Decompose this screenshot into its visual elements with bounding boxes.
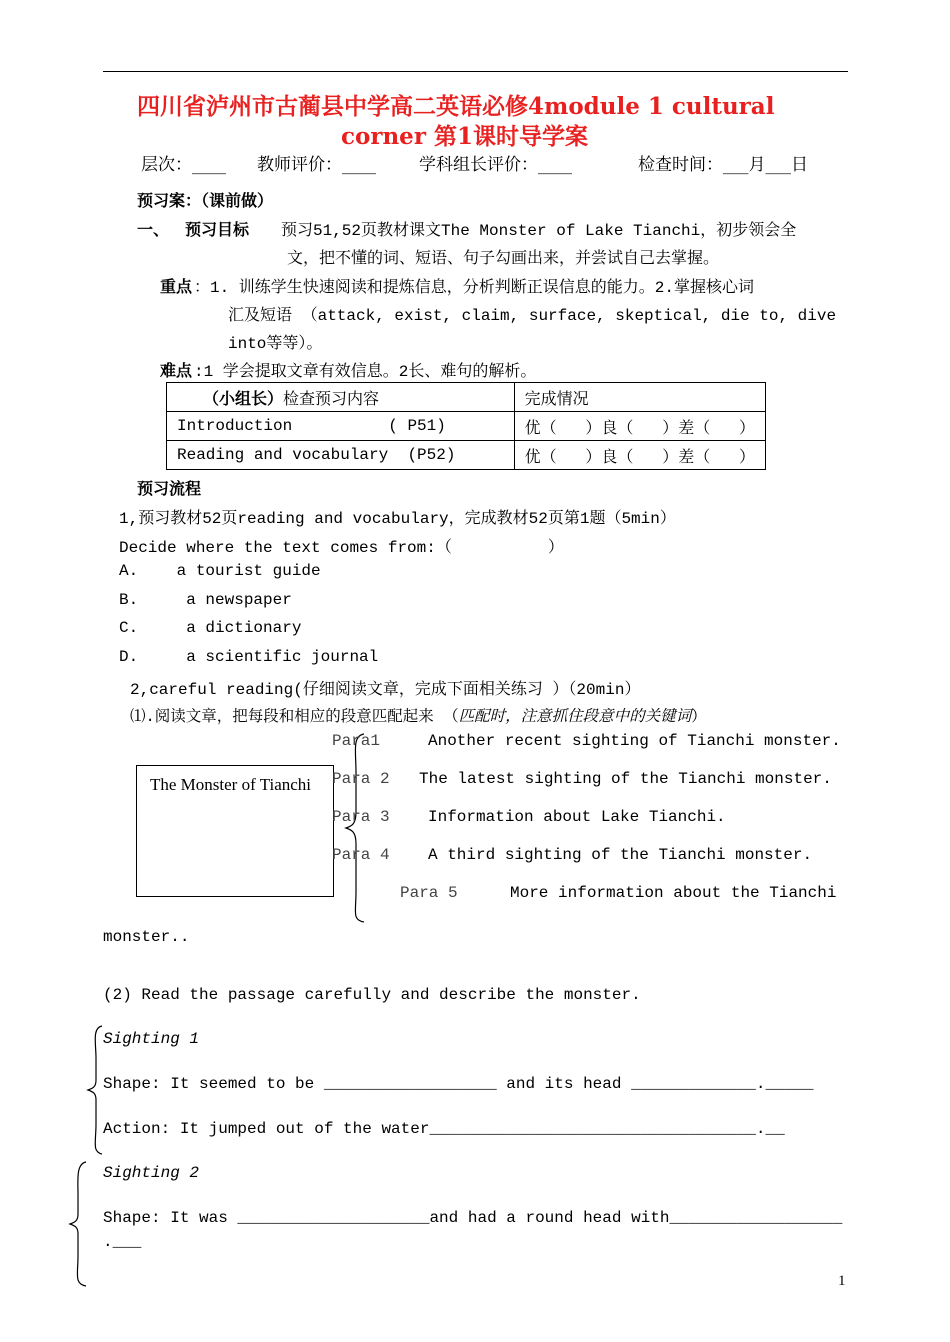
para-idea-2: The latest sighting of the Tianchi monster.: [419, 770, 832, 788]
para-label-2: Para 2: [332, 770, 390, 788]
meta-teacher-eval: 教师评价：____: [257, 155, 376, 175]
table-row: [167, 412, 766, 441]
para-label-3: Para 3: [332, 808, 390, 826]
para-idea-5: More information about the Tianchi: [510, 884, 837, 902]
process-heading: 预习流程: [137, 479, 202, 498]
matching-brace: [340, 732, 370, 924]
goal-text-1: 预习51,52页教材课文The Monster of Lake Tianchi，初步领会全: [281, 222, 797, 240]
para-idea-5-tail: monster..: [103, 928, 190, 946]
meta-level: 层次：____: [141, 155, 226, 175]
table-cell-status: 优（ ）良（ ）差（ ）: [514, 441, 765, 470]
process-step-1: 1,预习教材52页reading and vocabulary，完成教材52页第1题（5min）: [119, 510, 676, 528]
para-label-1: Para1: [332, 732, 381, 750]
key-label: 重点: [160, 277, 193, 296]
option-c: C. a dictionary: [119, 619, 302, 637]
option-b: B. a newspaper: [119, 591, 292, 609]
goal-number: 一、: [137, 220, 170, 239]
preview-check-table: [166, 382, 766, 470]
key-text-3: into等等）。: [228, 335, 323, 353]
goal-text-2: 文，把不懂的词、短语、句子勾画出来，并尝试自己去掌握。: [287, 250, 720, 268]
option-d: D. a scientific journal: [119, 648, 379, 666]
difficulty-label: 难点: [160, 361, 193, 380]
goal-label: 预习目标: [185, 220, 250, 239]
sighting-1-shape: Shape: It seemed to be __________________ and its head _____________._____: [103, 1075, 814, 1093]
table-cell-status: 优（ ）良（ ）差（ ）: [514, 412, 765, 441]
matching-instruction: ⑴.阅读文章，把每段和相应的段意匹配起来 （匹配时，注意抓住段意中的关键词）: [130, 708, 707, 726]
table-cell-content: Reading and vocabulary (P52): [167, 441, 515, 470]
monster-title-text: The Monster of Tianchi: [150, 775, 312, 794]
table-header-content: （小组长）检查预习内容: [167, 383, 515, 412]
meta-check-time: 检查时间：___月___日: [638, 155, 808, 175]
sighting-1-action: Action: It jumped out of the water__________________________________.__: [103, 1120, 785, 1138]
para-label-4: Para 4: [332, 846, 390, 864]
key-text-1: ：1. 训练学生快速阅读和提炼信息，分析判断正误信息的能力。2.掌握核心词: [194, 279, 755, 297]
para-idea-4: A third sighting of the Tianchi monster.: [428, 846, 813, 864]
describe-instruction: (2) Read the passage carefully and describe the monster.: [103, 986, 641, 1004]
preview-heading: 预习案：（课前做）: [137, 191, 274, 210]
sighting-1-title: Sighting 1: [103, 1030, 200, 1048]
table-row: [167, 441, 766, 470]
monster-title-box: [136, 765, 334, 897]
key-text-2: 汇及短语 （attack, exist, claim, surface, skeptical, die to, dive: [228, 307, 837, 325]
para-idea-3: Information about Lake Tianchi.: [428, 808, 726, 826]
sighting-2-tail: .___: [103, 1233, 142, 1251]
option-a: A. a tourist guide: [119, 562, 321, 580]
title-line-2: corner 第1课时导学案: [341, 123, 588, 150]
para-idea-1: Another recent sighting of Tianchi monster.: [428, 732, 841, 750]
top-rule: [103, 71, 848, 72]
table-cell-content: Introduction ( P51): [167, 412, 515, 441]
meta-leader-eval: 学科组长评价：____: [419, 155, 572, 175]
sighting-2-title: Sighting 2: [103, 1164, 200, 1182]
question-where-from: Decide where the text comes from:（ ）: [119, 539, 564, 557]
title-line-1: 四川省泸州市古蔺县中学高二英语必修4module 1 cultural: [137, 93, 775, 120]
page-number: 1: [838, 1273, 846, 1289]
sighting-2-brace: [66, 1160, 90, 1288]
sighting-2-shape: Shape: It was ____________________and had a round head with__________________: [103, 1209, 843, 1227]
para-label-5: Para 5: [400, 884, 458, 902]
process-step-2: 2,careful reading(仔细阅读文章，完成下面相关练习 ）（20min）: [130, 681, 641, 699]
table-header-row: [167, 383, 766, 412]
table-header-status: 完成情况: [514, 383, 765, 412]
difficulty-text: :1 学会提取文章有效信息。2长、难句的解析。: [194, 363, 537, 381]
